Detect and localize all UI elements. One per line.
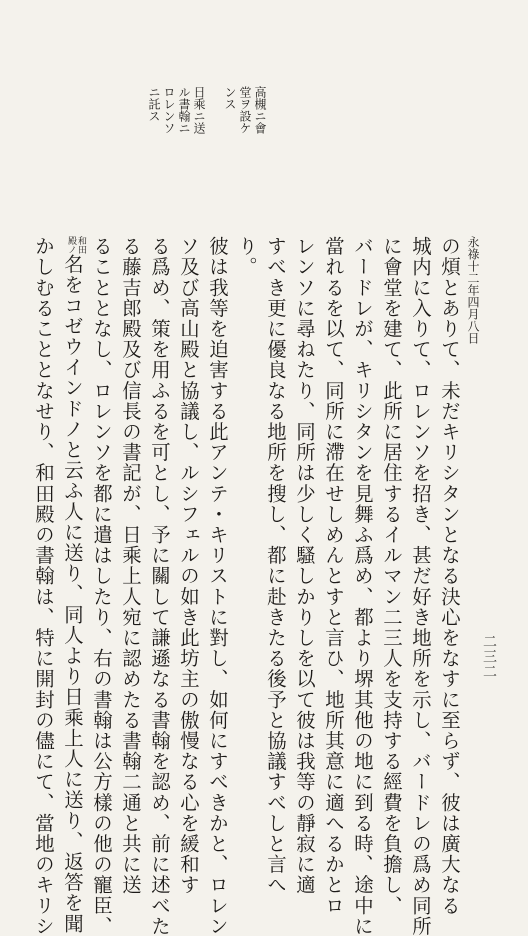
body-line: バードレが、キリシタンを見舞ふ爲め、都より堺其他の地に到る時、途中に — [351, 236, 374, 936]
headnote-line: 堂ヲ設ケ — [238, 86, 252, 134]
headnote-letter-to-nichijo — [146, 86, 206, 156]
body-line: る藤吉郎殿及び信長の書記が、日乘上人宛に認めたる書翰二通と共に送 — [119, 236, 142, 896]
headnote-line: ンス — [223, 86, 237, 110]
body-line-with-annotation — [58, 236, 86, 934]
headnote-line: ニ託ス — [147, 86, 161, 122]
page-number: 二三二 — [481, 634, 497, 679]
body-line: る爲め、策を用ふるを可とし、予に關して謙遜なる書翰を認め、前に述べた — [148, 236, 171, 936]
body-line: に會堂を建て、此所に居住するイルマン二三人を支持する經費を負擔し、 — [380, 236, 403, 916]
warichu-line: 殿ノ — [66, 236, 76, 254]
body-line: の煩とありて、未だキリシタンとなる決心をなすに至らず、彼は廣大なる — [438, 236, 461, 916]
headnote-line: ロレンソ — [162, 86, 176, 134]
headnote-line: 高槻ニ會 — [253, 86, 267, 134]
headnote-line: 日乘ニ送 — [192, 86, 206, 134]
body-line: 城内に入りて、ロレンソを招き、甚だ好き地所を示し、バードレの爲め同所 — [409, 236, 432, 936]
body-line: レンソに尋ねたり、同所は少しく騷しかりしを以て彼は我等の靜寂に適 — [293, 236, 316, 896]
body-line: ソ及び高山殿と協議し、ルシフェルの如き此坊主の傲慢なる心を緩和す — [177, 236, 200, 896]
body-line: かしむることとなせり、和田殿の書翰は、特に開封の儘にて、當地のキリシ — [32, 236, 55, 936]
headnote-assembly-hall — [222, 86, 267, 156]
body-line: ることとなし、ロレンソを都に遣はしたり、右の書翰は公方樣の他の寵臣、 — [90, 236, 113, 936]
body-line: 當れるを以て、同所に滯在せしめんとすと言ひ、地所其意に適へるかとロ — [322, 236, 345, 916]
body-line: り。 — [235, 236, 258, 278]
body-line: すべき更に優良なる地所を搜し、都に赴きたる後予と協議すべしと言へ — [264, 236, 287, 896]
body-line: 彼は我等を迫害する此アンテ・キリストに對し、如何にすべきかと、ロレン — [206, 236, 229, 936]
warichu-line: 和田 — [76, 236, 86, 254]
date-heading: 永祿十二年四月八日 — [466, 236, 480, 344]
headnote-line: ル書翰ニ — [177, 86, 191, 134]
warichu-annotation — [66, 236, 86, 254]
annotation-tail-text: 名をコゼウインドノと云ふ人に送り、同人より日乘上人に送り、返答を聞 — [61, 254, 84, 934]
